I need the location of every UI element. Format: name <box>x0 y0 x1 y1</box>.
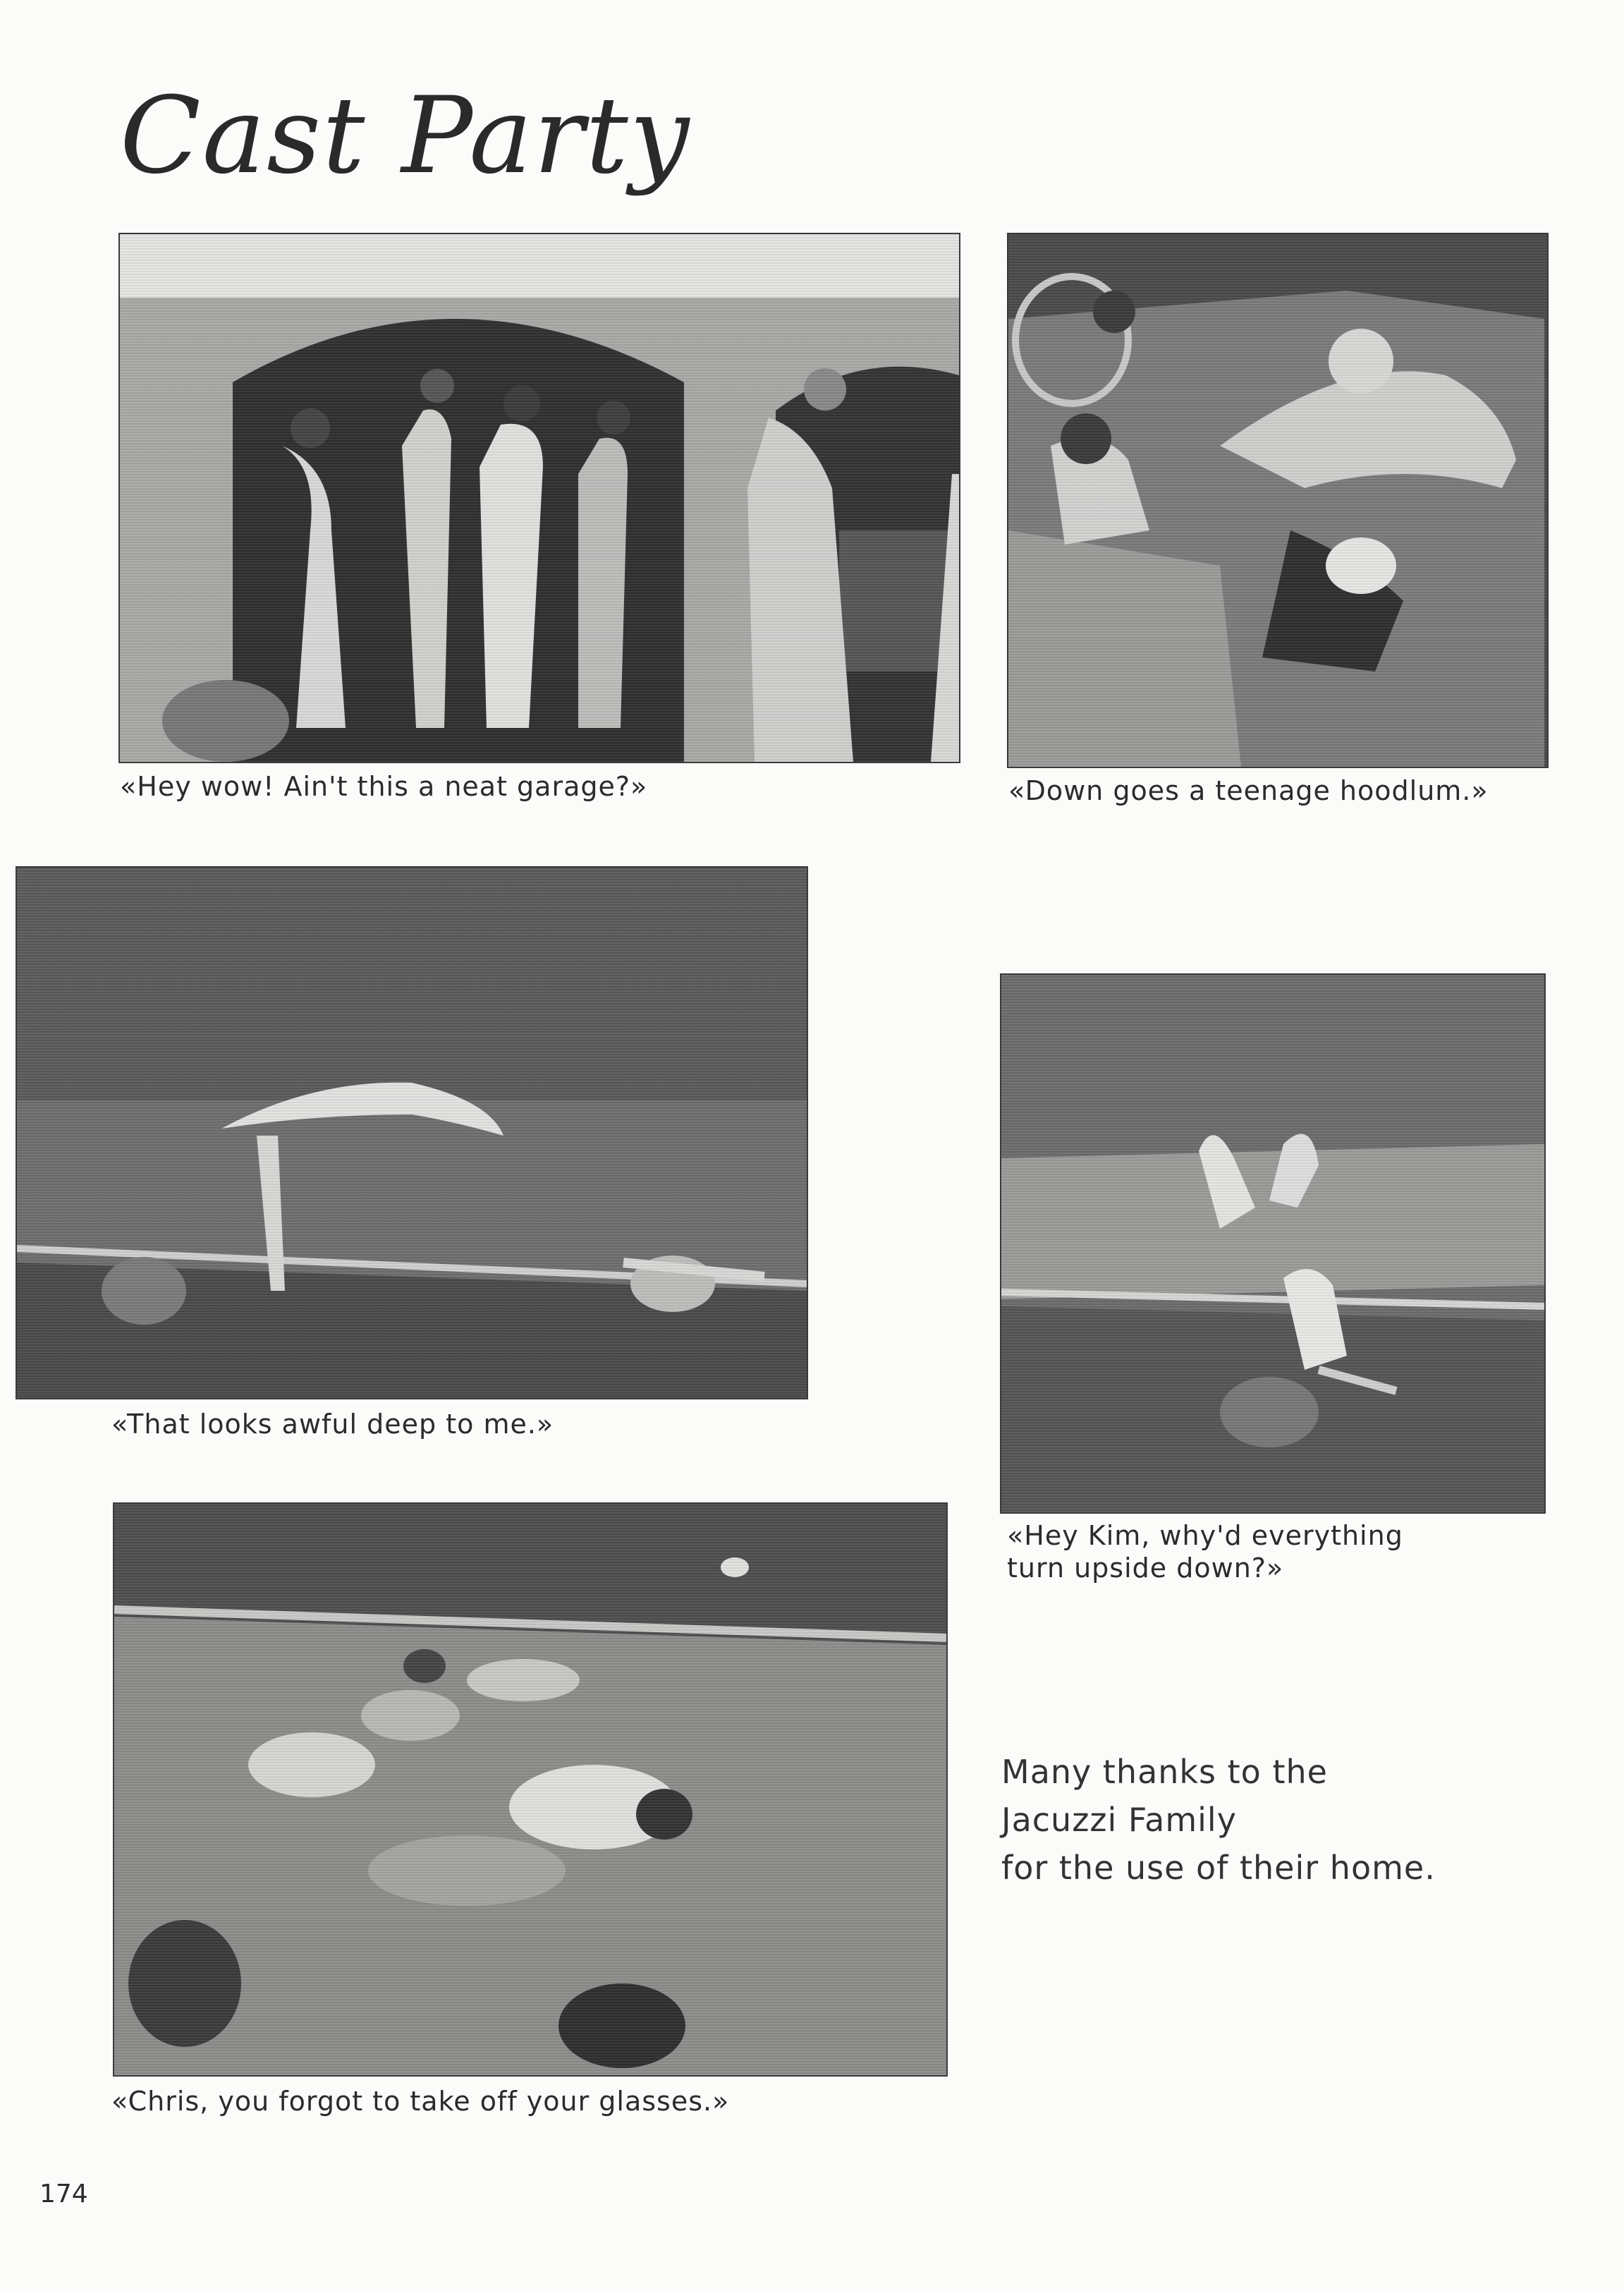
photo-deep <box>16 866 808 1399</box>
thanks-note <box>1001 1748 1436 1892</box>
deep-illustration <box>17 868 807 1398</box>
thanks-line2: Jacuzzi Family <box>1001 1801 1237 1839</box>
caption-deep: «That looks awful deep to me.» <box>111 1409 554 1440</box>
glasses-illustration <box>114 1504 946 2075</box>
caption-upside-down-line2: turn upside down?» <box>1007 1552 1284 1584</box>
photo-glasses <box>113 1502 948 2077</box>
thanks-line1: Many thanks to the <box>1001 1753 1328 1791</box>
page-title: Cast Party <box>120 75 691 198</box>
caption-hoodlum: «Down goes a teenage hoodlum.» <box>1008 775 1489 806</box>
caption-upside-down <box>1007 1519 1403 1584</box>
hoodlum-illustration <box>1008 234 1547 767</box>
thanks-line3: for the use of their home. <box>1001 1849 1436 1887</box>
photo-upside-down <box>1000 973 1546 1514</box>
photo-garage <box>118 233 960 763</box>
upside-down-illustration <box>1001 975 1544 1512</box>
caption-garage: «Hey wow! Ain't this a neat garage?» <box>120 771 648 802</box>
garage-illustration <box>120 234 959 762</box>
photo-hoodlum <box>1007 233 1549 768</box>
caption-upside-down-line1: «Hey Kim, why'd everything <box>1007 1520 1403 1551</box>
page-number: 174 <box>39 2180 88 2208</box>
caption-glasses: «Chris, you forgot to take off your glasses.» <box>111 2086 730 2117</box>
